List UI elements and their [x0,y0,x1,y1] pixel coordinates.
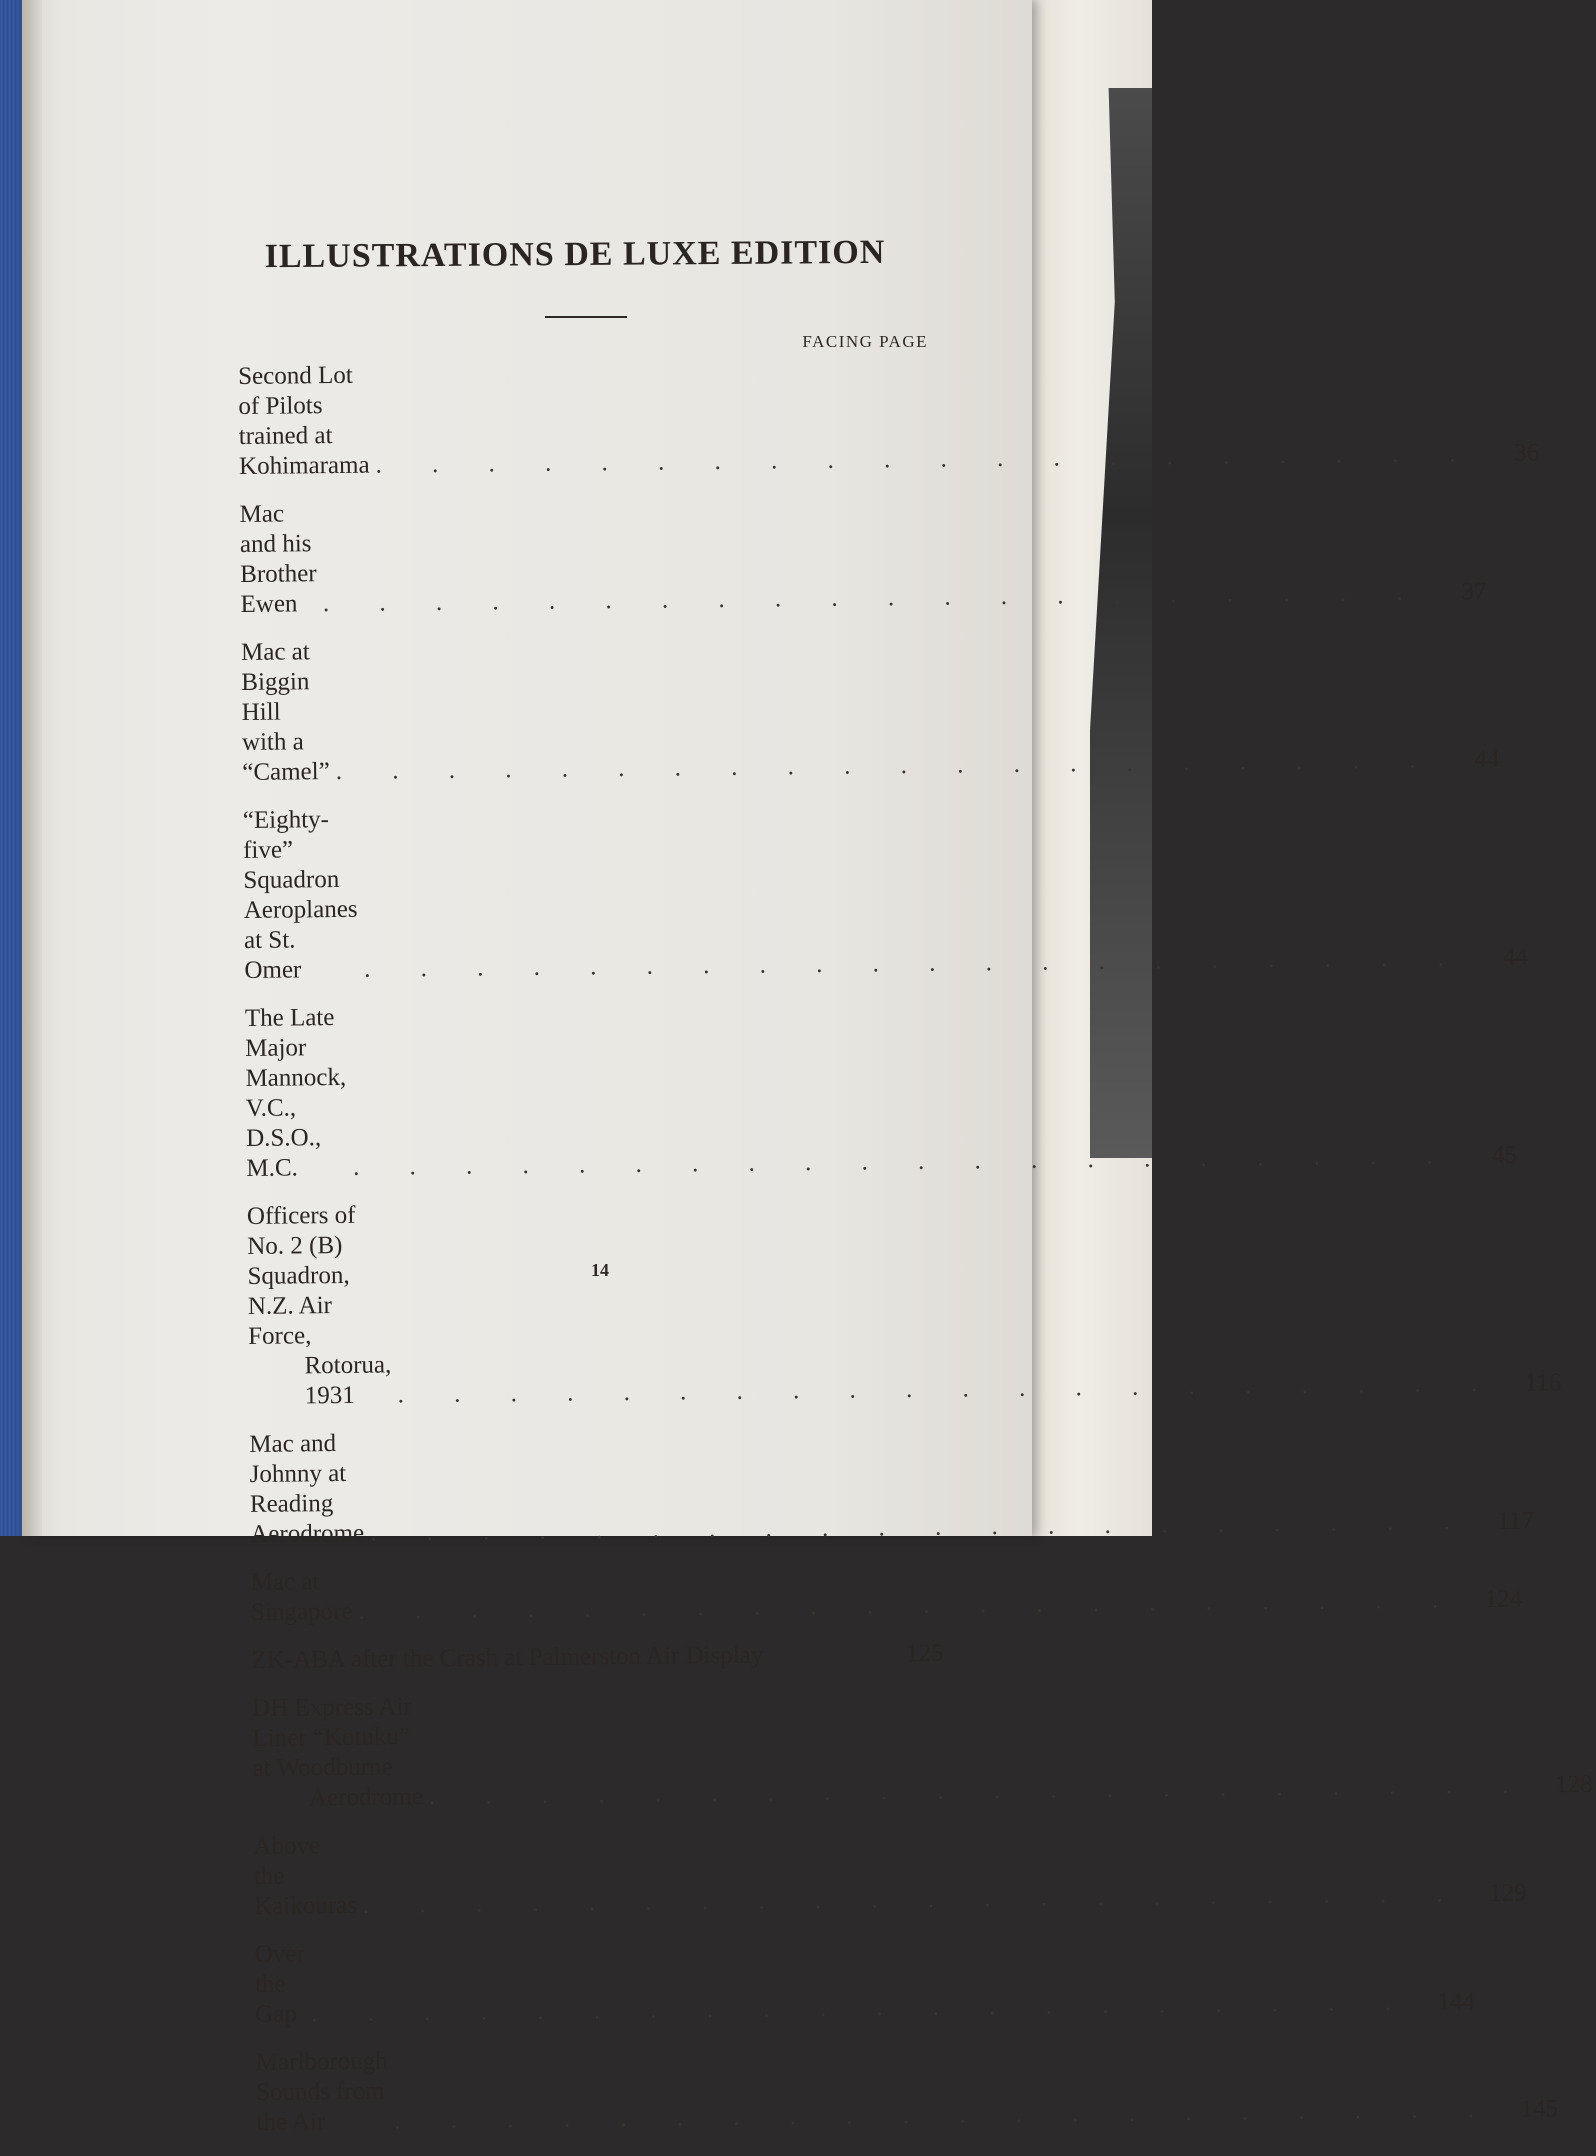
dot-leader: . . . . . . . . . . . . . . . . . . . . [352,1142,1455,1181]
dot-leader [763,1669,887,1670]
entry-page: 117 [1497,1507,1534,1535]
page-edge [22,0,42,1536]
list-item [244,997,1517,1184]
list-item [255,2041,1559,2138]
list-item [254,1933,1476,2030]
list-item [246,1195,1562,1412]
list-item [242,799,1529,986]
entry-page: 124 [1484,1585,1523,1614]
dot-leader: . . . . . . . . . . . . . . . . . . . . [428,1771,1531,1811]
entry-page: 44 [1502,943,1529,971]
facing-page-header: FACING PAGE [802,332,928,351]
dot-leader: . . . . . . . . . . . . . . . . . . . . [375,440,1478,479]
entry-page: 36 [1514,439,1540,467]
entry-page: 116 [1524,1369,1562,1397]
entry-page: 37 [1461,577,1487,606]
list-item [253,1825,1527,1922]
entry-page: 144 [1437,1988,1476,2016]
entry-page: 128 [1554,1770,1593,1799]
entry-title: “Eighty-five” Squadron Aeroplanes at St. Omer [242,806,358,984]
dot-leader: . . . . . . . . . . . . . . . . . . . . [364,944,1467,983]
page-number: 14 [591,1260,609,1280]
entry-page: 125 [905,1639,944,1668]
illustrations-list [238,355,1593,2156]
entry-title: Mac and Johnny at Reading Aerodrome [249,1430,365,1548]
entry-title: The Late Major Mannock, V.C., D.S.O., M.C. [244,1004,347,1182]
entry-title: Marlborough Sounds from the Air [255,2047,388,2136]
entry-title: Officers of No. 2 (B) Squadron, N.Z. Air Force, Rotorua, 1931 [247,1200,392,1411]
list-item [250,1561,1523,1628]
dot-leader: . . . . . . . . . . . . . . . . . . . . [397,1369,1500,1409]
entry-page: 45 [1491,1141,1517,1169]
dot-leader: . . . . . . . . . . . . . . . . . . . . [362,1880,1465,1919]
list-item [239,493,1487,620]
dot-leader: . . . . . . . . . . . . . . . . . . . . [394,2095,1497,2135]
entry-title: Mac at Singapore [250,1568,353,1626]
list-item [240,631,1500,788]
list-item [251,1687,1593,1814]
list-item [251,1639,943,1676]
entry-title-continuation: Rotorua, 1931 [304,1351,392,1410]
entry-page: 129 [1488,1879,1527,1907]
entry-title: Over the Gap [254,1940,305,2028]
entry-title: Mac and his Brother Ewen [239,500,317,618]
page-title: ILLUSTRATIONS DE LUXE EDITION [264,233,886,276]
dot-leader: . . . . . . . . . . . . . . . . . . . . [322,578,1425,618]
dot-leader: . . . . . . . . . . . . . . . . . . . . [335,746,1438,785]
entry-page: 44 [1474,745,1500,774]
dot-leader: . . . . . . . . . . . . . . . . . . . . [369,1508,1472,1547]
entry-title: ZK-ABA after the Crash at Palmerston Air Display [251,1641,764,1674]
entry-title-continuation: Aerodrome [308,1783,424,1812]
entry-title: DH Express Air Liner “Kotuku” at Woodburne Aerodrome [252,1692,423,1814]
list-item [238,355,1540,482]
title-rule [545,316,627,318]
entry-page: 145 [1520,2095,1559,2123]
entry-title: Above the Kaikouras [253,1832,358,1920]
dot-leader: . . . . . . . . . . . . . . . . . . . . [358,1586,1461,1625]
entry-title: Second Lot of Pilots trained at Kohimarama [238,361,370,480]
list-item [249,1423,1534,1550]
dot-leader: . . . . . . . . . . . . . . . . . . . . [311,1988,1414,2028]
entry-title: Mac at Biggin Hill with a “Camel” [240,638,330,786]
